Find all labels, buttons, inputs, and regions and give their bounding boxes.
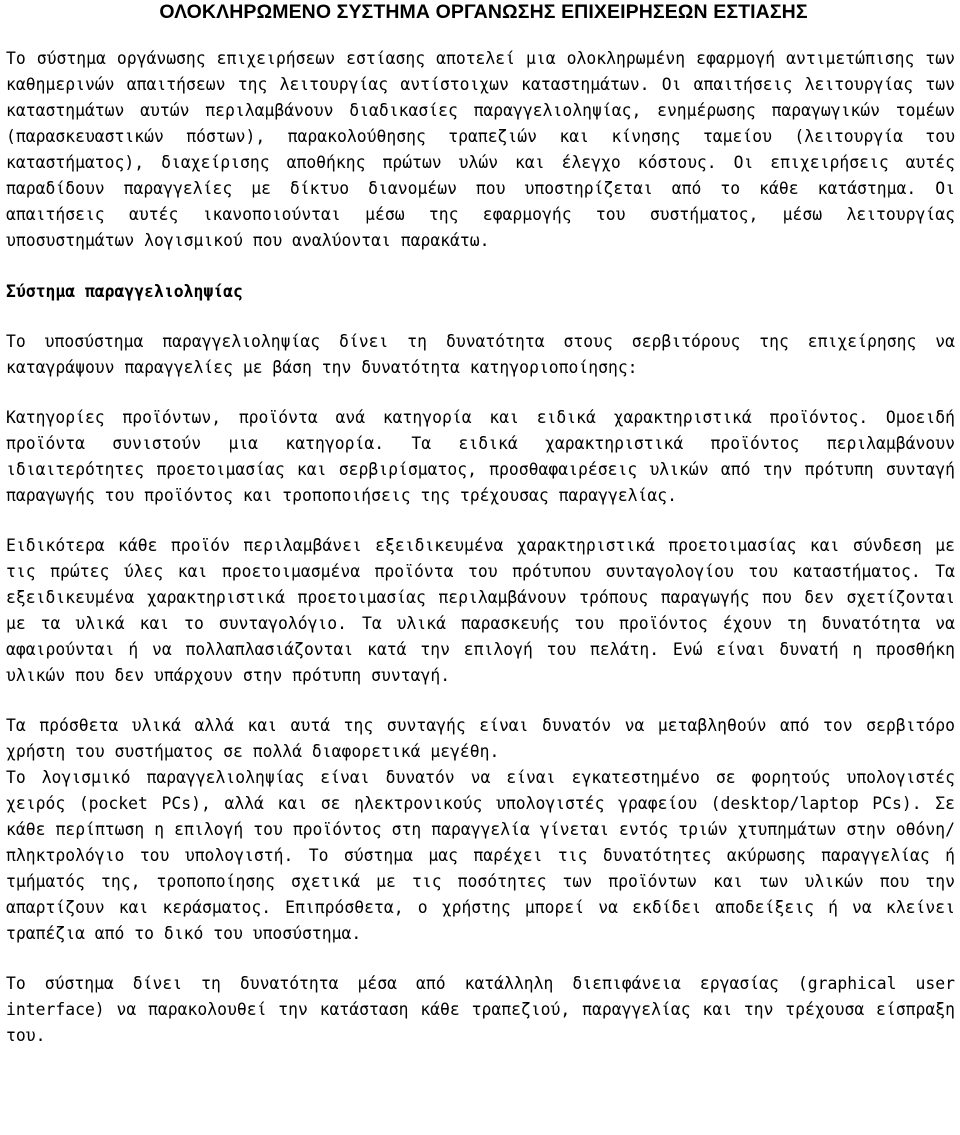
spacer [6, 254, 955, 279]
spacer [6, 509, 955, 533]
spacer [6, 24, 955, 46]
document-title: ΟΛΟΚΛΗΡΩΜΕΝΟ ΣΥΣΤΗΜΑ ΟΡΓΑΝΩΣΗΣ ΕΠΙΧΕΙΡΗΣΕΩΝ ΕΣΤΙΑΣΗΣ [159, 1, 808, 23]
spacer [6, 689, 955, 713]
spacer [6, 381, 955, 405]
spacer [6, 305, 955, 329]
spacer [6, 947, 955, 971]
intro-paragraph: Το σύστημα οργάνωσης επιχειρήσεων εστίασης αποτελεί μια ολοκληρωμένη εφαρμογή αντιμετώπισης των καθημερινών απαιτήσεων της λειτουργίας αντίστοιχων καταστημάτων. Οι απαιτήσεις λειτουργίας των καταστημάτων αυτών περιλαμβάνουν διαδικασίες παραγγελιοληψίας, ενημέρωσης παραγωγικών τομέων (παρασκευαστικών πόστων), παρακολούθησης τραπεζιών και κίνησης ταμείου (λειτουργία του καταστήματος), διαχείρισης αποθήκης πρώτων υλών και έλεγχο κόστους. Οι επιχειρήσεις αυτές παραδίδουν παραγγελίες με δίκτυο διανομέων που υποστηρίζεται από το κάθε κατάστημα. Οι απαιτήσεις αυτές ικανοποιούνται μέσω της εφαρμογής του συστήματος, μέσω λειτουργίας υποσυστημάτων λογισμικού που αναλύονται παρακάτω. [6, 49, 955, 250]
paragraph-2: Κατηγορίες προϊόντων, προϊόντα ανά κατηγορία και ειδικά χαρακτηριστικά προϊόντος. Ομοειδή προϊόντα συνιστούν μια κατηγορία. Τα ειδικά χαρακτηριστικά προϊόντος περιλαμβάνουν ιδιαιτερότητες προετοιμασίας και σερβιρίσματος, προσθαφαιρέσεις υλικών από την πρότυπη συνταγή παραγωγής του προϊόντος και τροποποιήσεις της τρέχουσας παραγγελίας. [6, 408, 955, 505]
paragraph-4: Τα πρόσθετα υλικά αλλά και αυτά της συνταγής είναι δυνατόν να μεταβληθούν από τον σερβιτόρο χρήστη του συστήματος σε πολλά διαφορετικά μεγέθη. [6, 716, 955, 761]
paragraph-3: Ειδικότερα κάθε προϊόν περιλαμβάνει εξειδικευμένα χαρακτηριστικά προετοιμασίας και σύνδεση με τις πρώτες ύλες και προετοιμασμένα προϊόντα του πρότυπου συνταγολογίου του καταστήματος. Τα εξειδικευμένα χαρακτηριστικά προετοιμασίας περιλαμβάνουν τρόπους παραγωγής που δεν σχετίζονται με τα υλικά και το συνταγολόγιο. Τα υλικά παρασκευής του προϊόντος έχουν τη δυνατότητα να αφαιρούνται ή να πολλαπλασιάζονται κατά την επιλογή του πελάτη. Ενώ είναι δυνατή η προσθήκη υλικών που δεν υπάρχουν στην πρότυπη συνταγή. [6, 536, 955, 685]
paragraph-1: Το υποσύστημα παραγγελιοληψίας δίνει τη δυνατότητα στους σερβιτόρους της επιχείρησης να καταγράψουν παραγγελίες με βάση την δυνατότητα κατηγοριοποίησης: [6, 332, 955, 377]
paragraph-6: Το σύστημα δίνει τη δυνατότητα μέσα από κατάλληλη διεπιφάνεια εργασίας (graphical user interface) να παρακολουθεί την κατάσταση κάθε τραπεζιού, παραγγελίας και την τρέχουσα είσπραξη του. [6, 974, 955, 1045]
document-page [6, 0, 955, 1049]
paragraph-5: Το λογισμικό παραγγελιοληψίας είναι δυνατόν να είναι εγκατεστημένο σε φορητούς υπολογιστές χειρός (pocket PCs), αλλά και σε ηλεκτρονικούς υπολογιστές γραφείου (desktop/laptop PCs). Σε κάθε περίπτωση η επιλογή του προϊόντος στη παραγγελία γίνεται εντός τριών χτυπημάτων στην οθόνη/πληκτρολόγιο του υπολογιστή. Το σύστημα μας παρέχει τις δυνατότητες ακύρωσης παραγγελίας ή τμήματός της, τροποποίησης σχετικά με τις ποσότητες των προϊόντων και των υλικών που την απαρτίζουν και κεράσματος. Επιπρόσθετα, ο χρήστης μπορεί να εκδίδει αποδείξεις ή να κλείνει τραπέζια από το δικό του υποσύστημα. [6, 768, 955, 943]
section-heading: Σύστημα παραγγελιοληψίας [6, 282, 243, 301]
